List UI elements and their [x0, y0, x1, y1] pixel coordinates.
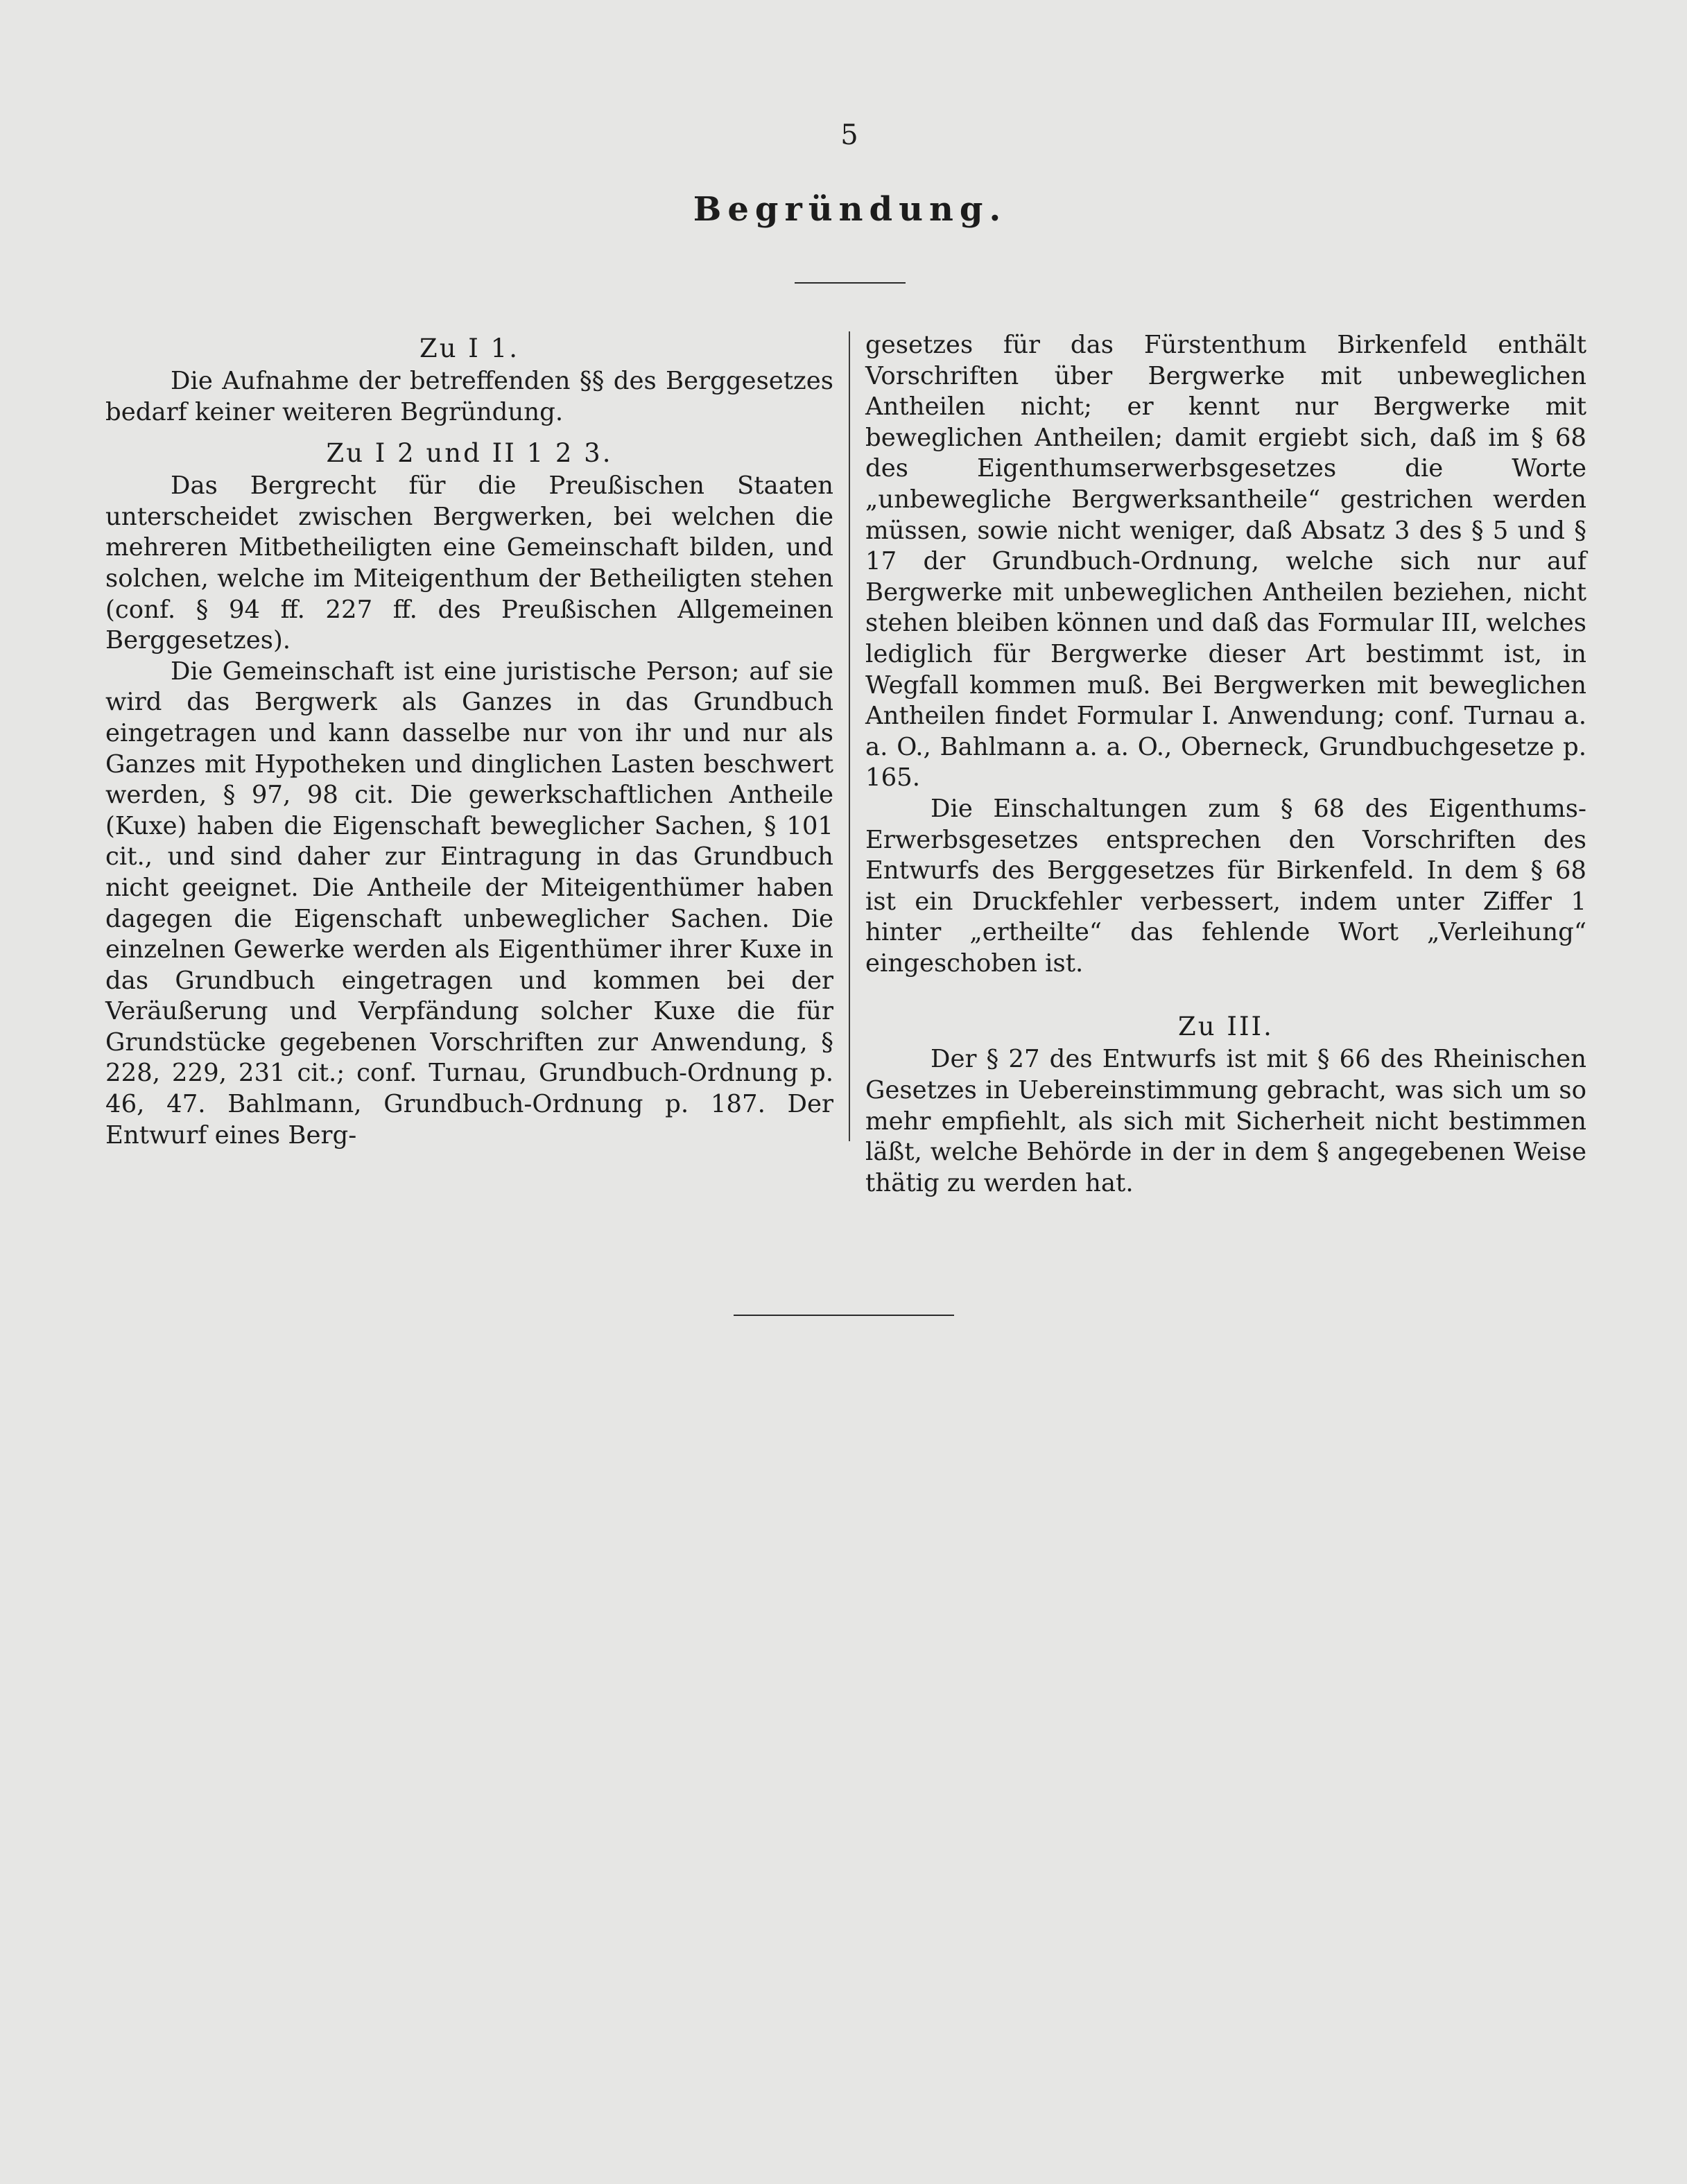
right-column	[865, 330, 1586, 1199]
page-number: 5	[840, 119, 858, 151]
paragraph: Das Bergrecht für die Preußischen Staaten unterscheidet zwischen Bergwerken, bei welchen die mehreren Mitbetheiligten eine Gemeinschaft bilden, und solchen, welche im Miteigenthum der Betheiligten stehen (conf. § 94 ff. 227 ff. des Preußischen Allgemeinen Berggesetzes).	[105, 471, 833, 655]
end-divider	[734, 1315, 954, 1316]
paragraph-continuation: gesetzes für das Fürstenthum Birkenfeld enthält Vorschriften über Bergwerke mit unbeweglichen Antheilen nicht; er kennt nur Bergwerke mit beweglichen Antheilen; damit ergiebt sich, daß im § 68 des Eigenthumserwerbsgesetzes die Worte „unbewegliche Bergwerksantheile“ gestrichen werden müssen, sowie nicht weniger, daß Absatz 3 des § 5 und § 17 der Grundbuch-Ordnung, welche sich nur auf Bergwerke mit unbeweglichen Antheilen beziehen, nicht stehen bleiben können und daß das Formular III, welches lediglich für Bergwerke dieser Art bestimmt ist, in Wegfall kommen muß. Bei Bergwerken mit beweglichen Antheilen findet Formular I. Anwendung; conf. Turnau a. a. O., Bahlmann a. a. O., Oberneck, Grundbuchgesetze p. 165.	[865, 331, 1586, 792]
section-heading-zu-i-2-ii-123: Zu I 2 und II 1 2 3.	[326, 438, 613, 469]
paragraph: Die Aufnahme der betreffenden §§ des Berggesetzes bedarf keiner weiteren Begründung.	[105, 367, 833, 426]
paragraph: Der § 27 des Entwurfs ist mit § 66 des Rheinischen Gesetzes in Uebereinstimmung gebracht, was sich um so mehr empfiehlt, als sich mit Sicherheit nicht bestimmen läßt, welche Behörde in der in dem § angegebenen Weise thätig zu werden hat.	[865, 1045, 1586, 1197]
section-heading-zu-iii: Zu III.	[1178, 1012, 1274, 1042]
page-title: Begründung.	[693, 190, 1007, 229]
left-column	[105, 331, 833, 1151]
paragraph: Die Einschaltungen zum § 68 des Eigenthums-Erwerbsgesetzes entsprechen den Vorschriften des Entwurfs des Berggesetzes für Birkenfeld. In dem § 68 ist ein Druckfehler verbessert, indem unter Ziffer 1 hinter „ertheilte“ das fehlende Wort „Verleihung“ eingeschoben ist.	[865, 794, 1586, 978]
title-divider	[795, 282, 906, 284]
section-heading-zu-i-1: Zu I 1.	[419, 333, 519, 363]
paragraph: Die Gemeinschaft ist eine juristische Person; auf sie wird das Bergwerk als Ganzes in das Grundbuch eingetragen und kann dasselbe nur von ihr und nur als Ganzes mit Hypotheken und dinglichen Lasten beschwert werden, § 97, 98 cit. Die gewerkschaftlichen Antheile (Kuxe) haben die Eigenschaft beweglicher Sachen, § 101 cit., und sind daher zur Eintragung in das Grundbuch nicht geeignet. Die Antheile der Miteigenthümer haben dagegen die Eigenschaft unbeweglicher Sachen. Die einzelnen Gewerke werden als Eigenthümer ihrer Kuxe in das Grundbuch eingetragen und kommen bei der Veräußerung und Verpfändung solcher Kuxe die für Grundstücke gegebenen Vorschriften zur Anwendung, § 228, 229, 231 cit.; conf. Turnau, Grundbuch-Ordnung p. 46, 47. Bahlmann, Grundbuch-Ordnung p. 187. Der Entwurf eines Berg-	[105, 657, 833, 1150]
column-divider	[849, 331, 850, 1141]
